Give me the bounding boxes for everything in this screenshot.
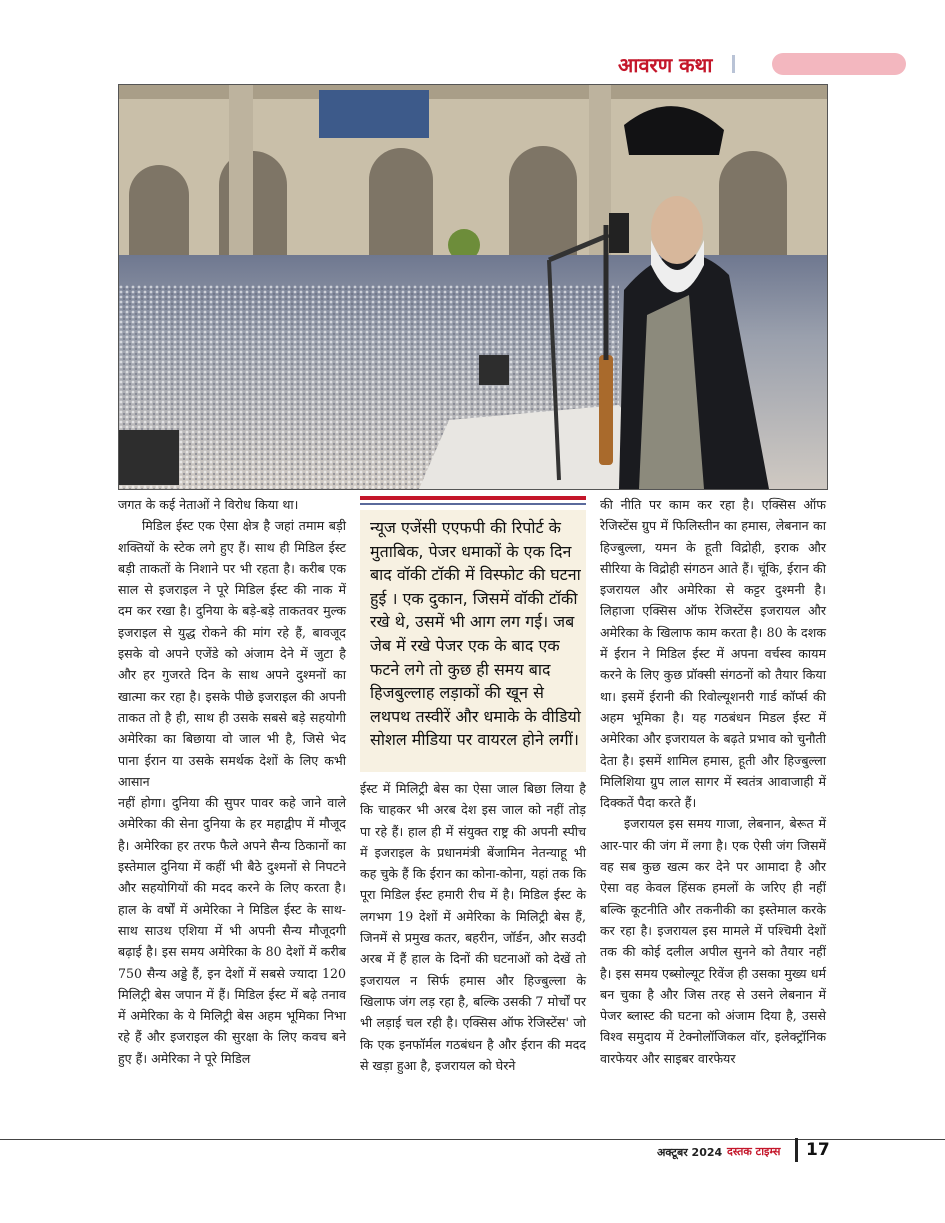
column2-paragraph: ईस्ट में मिलिट्री बेस का ऐसा जाल बिछा लिया है कि चाहकर भी अरब देश इस जाल को नहीं तोड़ पा रहे हैं। हाल ही में संयुक्त राष्ट्र की अपनी स्पीच में इजराइल के प्रधानमंत्री बेंजामिन नेतन्याहू भी कह चुके हैं कि ईरान का कोना-कोना, यहां तक कि पूरा मिडिल ईस्ट हमारी रीच में है। मिडिल ईस्ट के लगभग 19 देशों में अमेरिका के मिलिट्री बेस हैं, जिनमें से प्रमुख कतर, बहरीन, जॉर्डन, और सउदी अरब में हैं हाल के दिनों की घटनाओं को देखें तो इजरायल न सिर्फ हमास और हिज्बुल्ला के खिलाफ जंग लड़ रहा है, बल्कि उसकी 7 मोर्चों पर भी लड़ाई चल रही है। एक्सिस ऑफ रेजिस्टेंस' जो कि एक इनफॉर्मल गठबंधन है और ईरान की मदद से खड़ा हुआ है, इजरायल को घेरने <box>360 781 586 1073</box>
header-decorative-pill <box>772 53 906 75</box>
column3-paragraph: इजरायल इस समय गाजा, लेबनान, बेरूत में आर-पार की जंग में लगा है। एक ऐसी जंग जिसमें वह सब कुछ खत्म कर देने पर आमादा है और ऐसा वह केवल हिंसक हमलों के जरिए ही नहीं बल्कि कूटनीति और तकनीकी का इस्तेमाल करके कर रहा है। इजरायल इस मामले में पश्चिमी देशों तक की कोई दलील अपील सुनने को तैयार नहीं है। इस समय एब्सोल्यूट रिवेंज ही उसका मुख्य धर्म बन चुका है और जिस तरह से उसने लेबनान में पेजर ब्लास्ट की घटना को अंजाम दिया है, उससे विश्व समुदाय में टेक्नोलॉजिकल वॉर, इलेक्ट्रॉनिक वारफेयर और साइबर वारफेयर <box>600 816 826 1066</box>
column1-paragraph: नहीं होगा। दुनिया की सुपर पावर कहे जाने वाले अमेरिका की सेना दुनिया के हर महाद्वीप में मौजूद है। अमेरिका हर तरफ फैले अपने सैन्य ठिकानों का इस्तेमाल दुनिया में कहीं भी बैठे दुश्मनों से निपटने और सहयोगियों की मदद करने के लिए करता है। हाल के वर्षों में अमेरिका ने मिडिल ईस्ट के साथ-साथ साउथ एशिया में भी अपनी सैन्य मौजूदगी बढ़ाई है। इस समय अमेरिका के 80 देशों में करीब 750 सैन्य अड्डे हैं, इन देशों में सबसे ज्यादा 120 मिलिट्री बेस जपान में हैं। मिडिल ईस्ट में बढ़े तनाव में अमेरिका के ये मिलिट्री बेस अहम भूमिका निभा रहे हैं और इजराइल की सुरक्षा के लिए कवच बने हुए हैं। अमेरिका ने पूरे मिडिल <box>118 795 346 1066</box>
pull-quote-box <box>360 510 586 772</box>
article-column-2 <box>360 778 586 1076</box>
column3-paragraph: की नीति पर काम कर रहा है। एक्सिस ऑफ रेजिस्टेंस ग्रुप में फिलिस्तीन का हमास, लेबनान का हिज्बुल्ला, यमन के हूती विद्रोही, इराक और सीरिया के विद्रोही संगठन आते हैं। चूंकि, ईरान की इजरायल और अमेरिका से कट्टर दुश्मनी है। लिहाजा एक्सिस ऑफ रेजिस्टेंस इजरायल और अमेरिका के खिलाफ काम करता है। 80 के दशक में ईरान ने मिडिल ईस्ट में अपना वर्चस्व कायम करने के लिए कुछ प्रॉक्सी संगठनों को तैयार किया था। इसमें ईरानी की रिवोल्यूशनरी गार्ड कॉर्प्स की अहम भूमिका है। यह गठबंधन मिडल ईस्ट में अमेरिका और इजरायल के बढ़ते प्रभाव को चुनौती देता है। इसमें शामिल हमास, हूती और हिज्बुल्ला मिलिशिया ग्रुप लाल सागर में स्वतंत्र आवाजाही में दिक्कतें पैदा करते हैं। <box>600 497 826 811</box>
pull-quote-top-rule <box>360 496 586 500</box>
article-column-1 <box>118 494 346 1069</box>
pull-quote-second-rule <box>360 503 586 505</box>
page-number: 17 <box>806 1140 830 1160</box>
header-separator <box>732 55 735 73</box>
column1-paragraph: मिडिल ईस्ट एक ऐसा क्षेत्र है जहां तमाम बड़ी शक्तियों के स्टेक लगे हुए हैं। साथ ही मिडिल ईस्ट बड़ी ताकतों के निशाने पर भी रहता है। करीब एक साल से इजराइल ने पूरे मिडिल ईस्ट की नाक में दम कर रखा है। दुनिया के बड़े-बड़े ताकतवर मुल्क इजराइल से युद्ध रोकने की मांग रहे हैं, बावजूद इसके वो अपने एजेंडे को अंजाम देने में जुटा है और हर गुजरते दिन के साथ अपने दुश्मनों का खात्मा कर रहा है। इसके पीछे इजराइल की अपनी ताकत तो है ही, साथ ही उसके सबसे बड़े सहयोगी अमेरिका का बिछाया वो जाल भी है, जिसे भेद पाना ईरान या उसके समर्थक देशों के लिए कभी आसान <box>118 518 346 789</box>
column1-paragraph: जगत के कई नेताओं ने विरोध किया था। <box>118 497 299 512</box>
footer-magazine-logo: दस्तक टाइम्स <box>727 1145 781 1158</box>
pull-quote-text: न्यूज एजेंसी एएफपी की रिपोर्ट के मुताबिक, पेजर धमाकों के एक दिन बाद वॉकी टॉकी में विस्फोट की घटना हुई । एक दुकान, जिसमें वॉकी टॉकी रखे थे, उसमें भी आग लग गई। जब जेब में रखे पेजर एक के बाद एक फटने लगे तो कुछ ही समय बाद हिजबुल्लाह लड़ाकों की खून से लथपथ तस्वीरें और धमाके के वीडियो सोशल मीडिया पर वायरल होने लगीं। <box>370 518 581 750</box>
cover-photo <box>118 84 828 490</box>
section-title: आवरण कथा <box>618 53 713 77</box>
footer-separator <box>795 1138 798 1162</box>
footer-rule <box>0 1139 945 1140</box>
footer-date: अक्टूबर 2024 <box>657 1146 723 1159</box>
article-column-3 <box>600 494 826 1069</box>
